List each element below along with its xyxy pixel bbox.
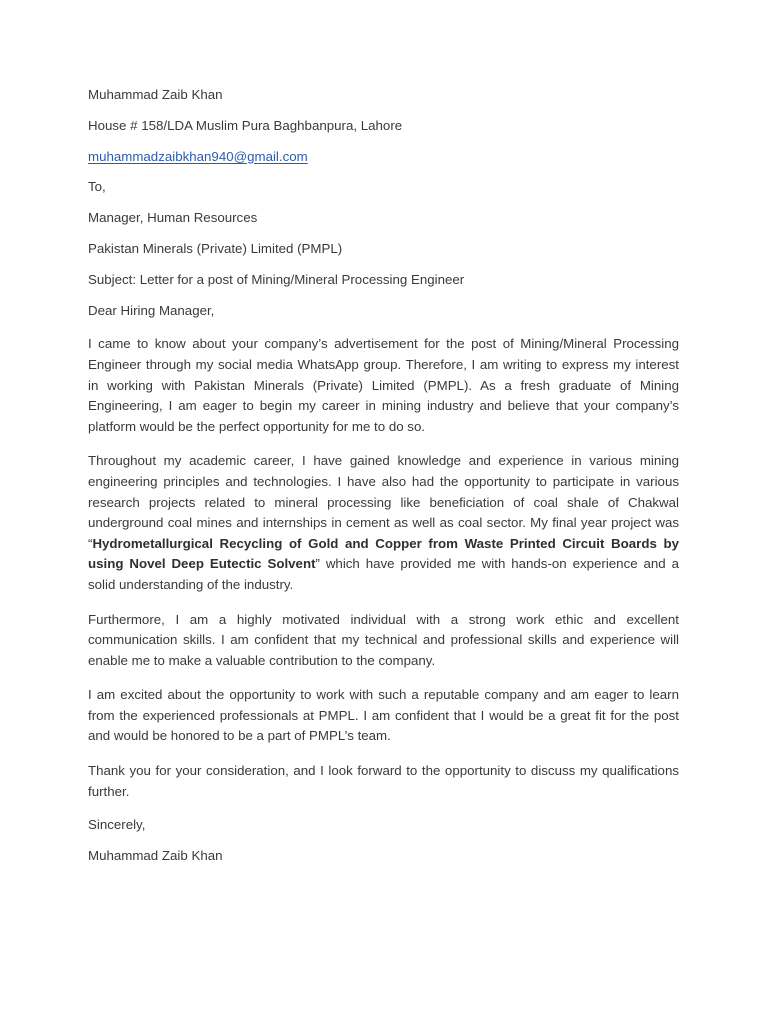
sender-email-link[interactable]: muhammadzaibkhan940@gmail.com: [88, 148, 308, 164]
signature-name: Muhammad Zaib Khan: [88, 847, 223, 863]
final-year-project-title: Hydrometallurgical Recycling of Gold and Copper from Waste Printed Circuit Boards by using Novel Deep Eutectic Solvent: [88, 535, 679, 572]
letter-body: [88, 334, 679, 861]
sender-email-line: [88, 150, 679, 163]
paragraph-2-trailing-text: ” which have provided me with hands-on experience and a solid understanding of the industry.: [88, 556, 679, 592]
recipient-title: Manager, Human Resources: [88, 210, 258, 226]
sender-name: Muhammad Zaib Khan: [88, 87, 223, 102]
body-paragraph-1: I came to know about your company’s advertisement for the post of Mining/Mineral Processing Engineer through my social media WhatsApp group. Therefore, I am writing to express my interest in working with Pakistan Minerals (Private) Limited (PMPL). As a fresh graduate of Mining Engineering, I am eager to begin my career in mining industry and believe that your company’s platform would be the perfect opportunity for me to do so.: [88, 336, 679, 434]
subject-line: Subject: Letter for a post of Mining/Mineral Processing Engineer: [88, 271, 465, 287]
paragraph-2-lead-text: Throughout my academic career, I have gained knowledge and experience in various mining engineering principles and technologies. I have also had the opportunity to participate in various research projects related to mineral processing like beneficiation of coal shale of Chakwal underground coal mines and internships in cement as well as coal sector. My final year project was “: [88, 453, 679, 551]
closing-sincerely: Sincerely,: [88, 817, 146, 833]
body-paragraph-2: [88, 451, 679, 595]
recipient-company: Pakistan Minerals (Private) Limited (PMPL): [88, 240, 343, 256]
sender-header-block: [88, 88, 679, 317]
greeting-line: Dear Hiring Manager,: [88, 302, 215, 318]
sender-address: House # 158/LDA Muslim Pura Baghbanpura, Lahore: [88, 117, 403, 133]
body-paragraph-5: Thank you for your consideration, and I look forward to the opportunity to discuss my qualifications further.: [88, 763, 679, 799]
recipient-to-label: To,: [88, 179, 106, 195]
body-paragraph-3: Furthermore, I am a highly motivated individual with a strong work ethic and excellent communication skills. I am confident that my technical and professional skills and experience will enable me to make a valuable contribution to the company.: [88, 611, 679, 668]
body-paragraph-4: I am excited about the opportunity to work with such a reputable company and am eager to learn from the experienced professionals at PMPL. I am confident that I would be a great fit for the post and would be honored to be a part of PMPL’s team.: [88, 687, 679, 744]
